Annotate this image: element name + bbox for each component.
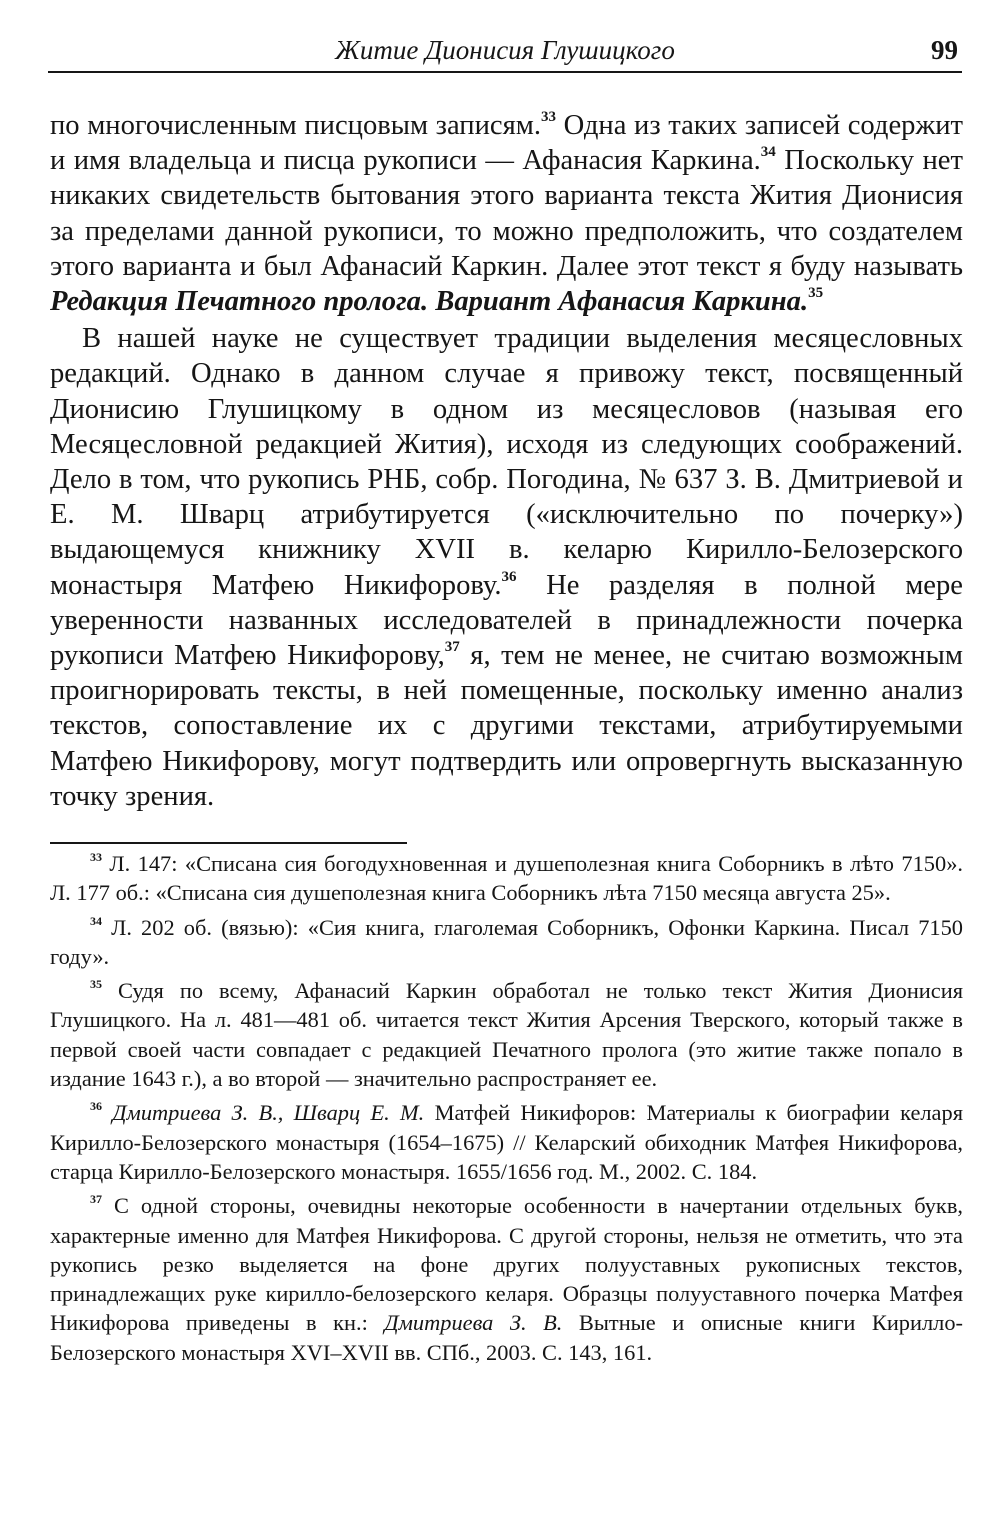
footnote-ref-33: 33 <box>540 109 556 125</box>
footnote-text: С одной стороны, очевидны некоторые особенности в начертании отдельных букв, характерные именно для Матфея Никифорова. С другой стороны, нельзя не отметить, что эта рукопись резко выделяется на фоне других полууставных рукописных текстов, принадлежащих руке кирилло-белозерского келаря. Образцы полууставного почерка Матфея Никифорова приведены в кн.: <box>50 1193 963 1336</box>
footnote-ref-36: 36 <box>501 568 517 585</box>
footnote-authors: Дмитриева З. В., Шварц Е. М. <box>102 1100 425 1126</box>
footnote-text: Вытные и описные книги Кирилло-Белозерского монастыря XVI–XVII вв. СПб., 2003. С. 143, 161. <box>50 1310 963 1365</box>
paragraph-2 <box>50 321 963 814</box>
main-text <box>50 108 963 814</box>
footnote-number: 33 <box>90 850 102 864</box>
footnote-36 <box>50 1098 963 1186</box>
footnote-number: 35 <box>90 977 102 992</box>
emphasized-title: Редакция Печатного пролога. Вариант Афанасия Каркина. <box>50 286 809 318</box>
footnote-35 <box>50 976 963 1093</box>
text-segment: по многочисленным писцовым записям. <box>50 110 541 141</box>
page-number: 99 <box>931 35 958 65</box>
footnote-text: Л. 147: «Списана сия богодухновенная и душеполезная книга Соборникъ в лѣто 7150». Л. 177 об.: «Списана сия душеполезная книга Соборникъ лѣта 7150 месяца августа 25». <box>50 851 963 906</box>
text-segment: Одна из таких записей содержит и имя владельца и писца рукописи — Афанасия Каркина. <box>50 110 963 177</box>
footnote-34 <box>50 913 963 972</box>
footnote-number: 37 <box>90 1192 102 1207</box>
header-rule <box>48 71 962 73</box>
footnote-text: Л. 202 об. (вязью): «Сия книга, глаголемая Соборникъ, Офонки Каркина. Писал 7150 году». <box>50 914 963 969</box>
footnote-ref-37: 37 <box>444 639 460 656</box>
footnote-33 <box>50 849 963 908</box>
text-segment: В нашей науке не существует традиции выделения месяцесловных редакций. Однако в данном случае я привожу текст, посвященный Дионисию Глушицкому в одном из месяцесловов (называя его Месяцесловной редакцией Жития), исходя из следующих соображений. Дело в том, что рукопись РНБ, собр. Погодина, № 637 З. В. Дмитриевой и Е. М. Шварц атрибутируется («исключительно по почерку») выдающемуся книжнику XVII в. келарю Кирилло-Белозерского монастыря Матфею Никифорову. <box>50 323 963 601</box>
footnote-37 <box>50 1191 963 1367</box>
footnote-separator <box>50 842 407 844</box>
running-head <box>48 30 962 74</box>
footnote-number: 36 <box>90 1099 102 1114</box>
footnote-text: Судя по всему, Афанасий Каркин обработал не только текст Жития Дионисия Глушицкого. На л. 481—481 об. читается текст Жития Арсения Тверского, который также в первой своей части совпадает с редакцией Печатного пролога (это житие также попало в издание 1643 г.), а во второй — значительно распространяет ее. <box>50 978 963 1092</box>
text-segment: я, тем не менее, не считаю возможным проигнорировать тексты, в ней помещенные, поскольку именно анализ текстов, сопоставление их с другими текстами, атрибутируемыми Матфею Никифорову, могут подтвердить или опровергнуть высказанную точку зрения. <box>50 640 963 812</box>
running-title: Житие Дионисия Глушицкого <box>335 35 675 65</box>
footnote-ref-34: 34 <box>760 144 776 161</box>
paragraph-1 <box>50 108 963 319</box>
footnotes <box>50 849 963 1372</box>
footnote-author: Дмитриева З. В. <box>384 1310 563 1336</box>
footnote-number: 34 <box>90 913 102 928</box>
footnote-text: Матфей Никифоров: Материалы к биографии келаря Кирилло-Белозерского монастыря (1654–1675) // Келарский обиходник Матфея Никифорова, старца Кирилло-Белозерского монастыря. 1655/1656 год. М., 2002. С. 184. <box>50 1100 963 1184</box>
footnote-ref-35: 35 <box>808 285 824 302</box>
text-segment: Не разделяя в полной мере уверенности названных исследователей в принадлежности почерка рукописи Матфею Никифорову, <box>50 569 963 672</box>
text-segment: Поскольку нет никаких свидетельств бытования этого варианта текста Жития Дионисия за пределами данной рукописи, то можно предположить, что создателем этого варианта и был Афанасий Каркин. Далее этот текст я буду называть <box>50 145 963 282</box>
